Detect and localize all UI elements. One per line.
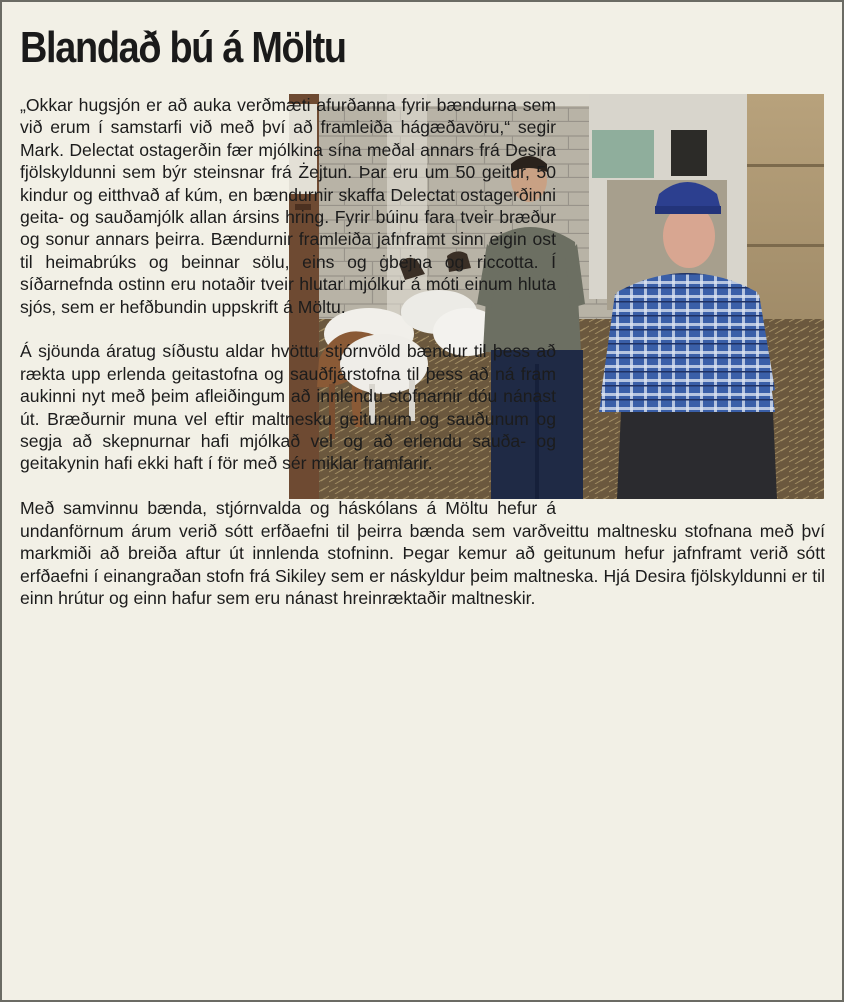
article-paragraph bbox=[20, 94, 825, 318]
article-paragraph: Á sjöunda áratug síðustu aldar hvöttu stjórnvöld bændur til þess að rækta upp erlenda geitastofna og sauðfjárstofna til þess að ná fram aukinni nyt með þeim afleiðingum að innlendu stofnarnir dóu nánast út. Bræðurnir muna vel eftir maltnesku geitunum og sauðunum og segja að skepnurnar hafi mjólkað vel og að erlendu sauða- og geitakynin hafi ekki haft í för með sér miklar framfarir. bbox=[20, 341, 556, 474]
paragraph-text: „Okkar hugsjón er að auka verðmæti afurðanna fyrir bændurna sem við erum í samstarfi við með því að framleiða hágæðavöru,“ segir Mark. Delectat ostagerðin fær mjólkina sína meðal annars frá Desira fjölskyldunni sem býr steinsnar frá Żejtun. Þar eru um 50 geitur, 50 kindur og eitthvað af kúm, en bændurnir skaffa Delectat ostagerðinni geita- og sauðamjólk allan ársins hring. Fyrir búinu fara tveir bræður og sonur annars þeirra. Bændurnir framleiða jafnframt sinn eigin ost til heimabrúks og beinnar sölu, eins og ġbejna og riccotta. Í síðarnefnda ostinn eru notaðir tveir hlutar mjólkur á móti einum hluta sjós, sem er hefðbundin uppskrift á Möltu. bbox=[20, 95, 556, 317]
article-paragraph: Með samvinnu bænda, stjórnvalda og háskólans á Möltu hefur á undanförnum árum verið sótt erfðaefni til þeirra bænda sem varðveittu maltnesku stofnana með því markmiði að breiða aftur út innlenda stofninn. Þegar kemur að geitunum hefur jafnframt verið sótt erfðaefni í einangraðan stofn frá Sikiley sem er náskyldur þeim maltneska. Hjá Desira fjölskyldunni er til einn hrútur og einn hafur sem eru nánast hreinræktaðir maltneskir. bbox=[20, 498, 825, 608]
photo-float-spacer bbox=[556, 94, 825, 499]
article-title: Blandað bú á Möltu bbox=[20, 23, 346, 72]
article-body bbox=[20, 94, 825, 609]
